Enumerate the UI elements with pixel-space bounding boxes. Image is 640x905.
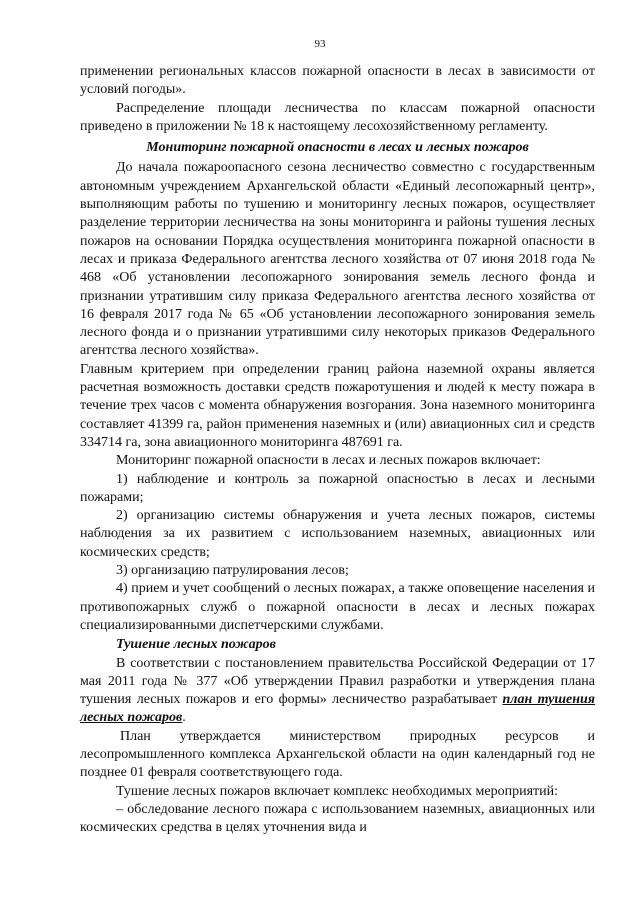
list-item: 2) организацию системы обнаружения и учета лесных пожаров, системы наблюдения за их развитием с использованием наземных, авиационных или космических средств; (80, 508, 595, 560)
paragraph (80, 655, 595, 728)
paragraph-text: В соответствии с постановлением правительства Российской Федерации от 17 мая 2011 года № 377 «Об утверждении Правил разработки и утверждения плана тушения лесных пожаров и его формы» лесничество разрабатывает (80, 655, 595, 708)
paragraph: До начала пожароопасного сезона лесничество совместно с государственным автономным учреждением Архангельской области «Единый лесопожарный центр», выполняющим работы по тушению и мониторингу лесных пожаров, осуществляет разделение территории лесничества на зоны мониторинга и районы тушения лесных пожаров на основании Порядка осуществления мониторинга пожарной опасности в лесах и приказа Федерального агентства лесного хозяйства от 07 июня 2018 года № 468 «Об установлении лесопожарного зонирования земель лесного фонда и признании утратившим силу приказа Федерального агентства лесного хозяйства от 16 февраля 2017 года № 65 «Об установлении лесопожарного зонирования земель лесного фонда и о признании утратившими силу некоторых приказов Федерального агентства лесного хозяйства». (80, 160, 595, 359)
list-item: 4) прием и учет сообщений о лесных пожарах, а также оповещение населения и противопожарных служб о пожарной опасности в лесах и лесных пожарах специализированными диспетчерскими службами. (80, 581, 595, 633)
list-item: 1) наблюдение и контроль за пожарной опасностью в лесах и лесными пожарами; (80, 471, 595, 505)
paragraph: применении региональных классов пожарной опасности в лесах в зависимости от условий погоды». (80, 64, 595, 98)
paragraph: – обследование лесного пожара с использованием наземных, авиационных или космических средства в целях уточнения вида и (80, 801, 595, 836)
paragraph: Распределение площади лесничества по классам пожарной опасности приведено в приложении № 18 к настоящему лесохозяйственному регламенту. (80, 100, 595, 134)
list-item: 3) организацию патрулирования лесов; (116, 563, 349, 579)
emphasized-term: план тушения лесных пожаров (80, 692, 595, 726)
paragraph: Мониторинг пожарной опасности в лесах и лесных пожаров включает: (116, 453, 541, 469)
paragraph: План утверждается министерством природных ресурсов и лесопромышленного комплекса Архангельской области на один календарный год не позднее 01 февраля соответствующего года. (80, 728, 595, 781)
section-heading-monitoring: Мониторинг пожарной опасности в лесах и лесных пожаров (146, 140, 529, 156)
document-body (80, 63, 595, 837)
paragraph-end: . (182, 710, 186, 726)
paragraph: Главным критерием при определении границ района наземной охраны является расчетная возможность доставки средств пожаротушения и людей к месту пожара в течение трех часов с момента обнаружения возгорания. Зона наземного мониторинга составляет 41399 га, район применения наземных и (или) авиационных сил и средств 334714 га, зона авиационного мониторинга 487691 га. (80, 361, 595, 450)
paragraph: Тушение лесных пожаров включает комплекс необходимых мероприятий: (116, 783, 559, 799)
section-heading-extinguishing: Тушение лесных пожаров (116, 637, 276, 653)
page-number: 93 (314, 38, 326, 50)
